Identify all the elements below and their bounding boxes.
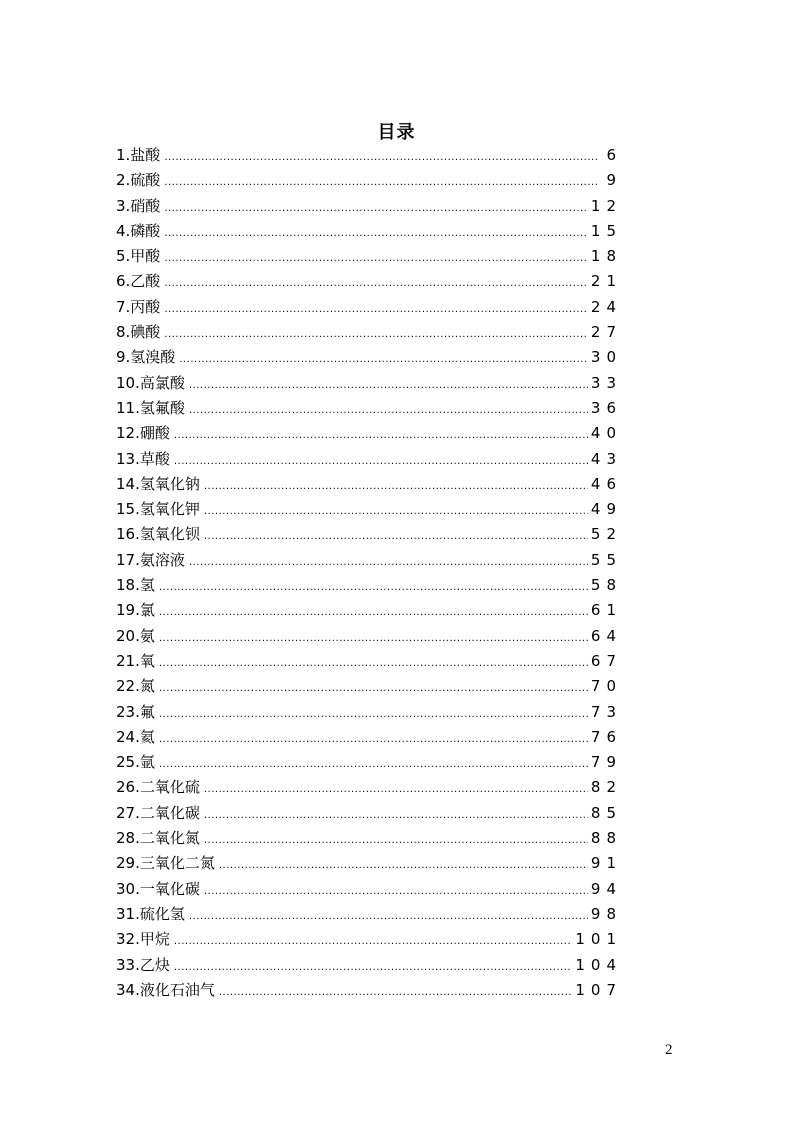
toc-entry[interactable] xyxy=(116,801,622,826)
dot-leader xyxy=(159,727,588,752)
toc-entry-page: 52 xyxy=(590,525,622,544)
toc-entry[interactable] xyxy=(116,244,622,269)
toc-entry-page: 91 xyxy=(590,854,622,873)
toc-entry-label: 21.氧 xyxy=(116,651,155,670)
toc-entry-label: 32.甲烷 xyxy=(116,930,170,949)
dot-leader xyxy=(219,980,573,1005)
toc-entry-page: 40 xyxy=(590,424,622,443)
dot-leader xyxy=(179,347,588,372)
toc-entry-label: 19.氯 xyxy=(116,601,155,620)
dot-leader xyxy=(164,196,588,221)
dot-leader xyxy=(204,828,588,853)
toc-entry-page: 55 xyxy=(590,550,622,569)
toc-entry-label: 3.硝酸 xyxy=(116,196,161,215)
toc-entry[interactable] xyxy=(116,219,622,244)
toc-entry-page: 82 xyxy=(590,778,622,797)
table-of-contents xyxy=(116,143,622,1003)
toc-entry[interactable] xyxy=(116,750,622,775)
toc-entry-label: 16.氢氧化钡 xyxy=(116,525,200,544)
toc-entry-label: 22.氮 xyxy=(116,677,155,696)
dot-leader xyxy=(204,777,588,802)
toc-entry-page: 9 xyxy=(606,171,622,190)
toc-entry[interactable] xyxy=(116,624,622,649)
toc-entry[interactable] xyxy=(116,953,622,978)
toc-entry-label: 8.碘酸 xyxy=(116,323,161,342)
toc-entry-page: 6 xyxy=(606,146,622,164)
toc-entry[interactable] xyxy=(116,978,622,1003)
toc-entry-label: 7.丙酸 xyxy=(116,297,161,316)
toc-entry[interactable] xyxy=(116,320,622,345)
toc-entry-page: 104 xyxy=(575,955,622,974)
toc-entry-page: 18 xyxy=(590,247,622,266)
toc-entry-label: 26.二氧化硫 xyxy=(116,778,200,797)
toc-entry-label: 6.乙酸 xyxy=(116,272,161,291)
toc-entry-page: 36 xyxy=(590,398,622,417)
dot-leader xyxy=(189,398,588,423)
toc-entry[interactable] xyxy=(116,851,622,876)
dot-leader xyxy=(159,575,588,600)
toc-entry-page: 30 xyxy=(590,348,622,367)
page-number: 2 xyxy=(665,1042,673,1058)
toc-entry-label: 13.草酸 xyxy=(116,449,170,468)
toc-entry-label: 25.氩 xyxy=(116,753,155,772)
dot-leader xyxy=(189,373,588,398)
toc-entry-page: 46 xyxy=(590,474,622,493)
dot-leader xyxy=(204,474,588,499)
toc-entry-page: 88 xyxy=(590,829,622,848)
dot-leader xyxy=(164,297,588,322)
toc-entry-page: 12 xyxy=(590,196,622,215)
dot-leader xyxy=(159,702,588,727)
dot-leader xyxy=(159,626,588,651)
toc-entry-label: 20.氨 xyxy=(116,626,155,645)
toc-entry[interactable] xyxy=(116,143,622,168)
toc-entry[interactable] xyxy=(116,775,622,800)
toc-entry-label: 23.氟 xyxy=(116,702,155,721)
dot-leader xyxy=(164,170,599,195)
toc-entry-page: 49 xyxy=(590,500,622,519)
toc-entry-label: 30.一氧化碳 xyxy=(116,879,200,898)
dot-leader xyxy=(159,752,588,777)
toc-entry-page: 15 xyxy=(590,221,622,240)
dot-leader xyxy=(219,853,588,878)
toc-entry-page: 70 xyxy=(590,677,622,696)
toc-entry-page: 79 xyxy=(590,753,622,772)
toc-entry-label: 5.甲酸 xyxy=(116,247,161,266)
toc-entry-label: 18.氢 xyxy=(116,576,155,595)
toc-entry[interactable] xyxy=(116,598,622,623)
page-title: 目录 xyxy=(377,122,416,143)
toc-entry-page: 67 xyxy=(590,651,622,670)
toc-entry-page: 76 xyxy=(590,727,622,746)
toc-entry-label: 4.磷酸 xyxy=(116,221,161,240)
toc-entry-label: 11.氢氟酸 xyxy=(116,398,185,417)
toc-entry[interactable] xyxy=(116,472,622,497)
toc-entry[interactable] xyxy=(116,168,622,193)
toc-entry-label: 10.高氯酸 xyxy=(116,373,185,392)
toc-entry-label: 14.氢氧化钠 xyxy=(116,474,200,493)
dot-leader xyxy=(174,423,588,448)
toc-entry-page: 98 xyxy=(590,904,622,923)
toc-entry[interactable] xyxy=(116,421,622,446)
toc-entry-page: 24 xyxy=(590,297,622,316)
dot-leader xyxy=(204,879,588,904)
dot-leader xyxy=(164,145,599,170)
toc-entry[interactable] xyxy=(116,447,622,472)
toc-entry[interactable] xyxy=(116,194,622,219)
toc-entry-page: 61 xyxy=(590,601,622,620)
toc-entry[interactable] xyxy=(116,573,622,598)
toc-entry-label: 1.盐酸 xyxy=(116,146,161,164)
toc-entry-page: 73 xyxy=(590,702,622,721)
dot-leader xyxy=(189,904,588,929)
toc-entry-page: 101 xyxy=(575,930,622,949)
toc-entry-page: 58 xyxy=(590,576,622,595)
toc-entry-label: 15.氢氧化钾 xyxy=(116,500,200,519)
dot-leader xyxy=(159,600,588,625)
toc-entry[interactable] xyxy=(116,522,622,547)
dot-leader xyxy=(164,322,588,347)
toc-entry-label: 31.硫化氢 xyxy=(116,904,185,923)
toc-entry[interactable] xyxy=(116,700,622,725)
dot-leader xyxy=(164,246,588,271)
toc-entry-page: 21 xyxy=(590,272,622,291)
toc-entry[interactable] xyxy=(116,877,622,902)
dot-leader xyxy=(159,676,588,701)
dot-leader xyxy=(204,524,588,549)
toc-entry[interactable] xyxy=(116,345,622,370)
toc-entry-page: 107 xyxy=(575,980,622,999)
dot-leader xyxy=(189,550,588,575)
toc-entry[interactable] xyxy=(116,674,622,699)
toc-entry[interactable] xyxy=(116,269,622,294)
dot-leader xyxy=(174,929,573,954)
toc-entry-label: 12.硼酸 xyxy=(116,424,170,443)
toc-entry-label: 33.乙炔 xyxy=(116,955,170,974)
dot-leader xyxy=(174,449,588,474)
toc-entry[interactable] xyxy=(116,497,622,522)
toc-entry[interactable] xyxy=(116,927,622,952)
toc-entry-label: 34.液化石油气 xyxy=(116,980,215,999)
toc-entry-label: 29.三氧化二氮 xyxy=(116,854,215,873)
toc-entry-page: 43 xyxy=(590,449,622,468)
toc-entry[interactable] xyxy=(116,295,622,320)
toc-entry-page: 64 xyxy=(590,626,622,645)
dot-leader xyxy=(164,221,588,246)
toc-entry[interactable] xyxy=(116,548,622,573)
toc-entry-label: 9.氢溴酸 xyxy=(116,348,176,367)
dot-leader xyxy=(159,651,588,676)
toc-entry-page: 33 xyxy=(590,373,622,392)
toc-entry[interactable] xyxy=(116,826,622,851)
dot-leader xyxy=(174,955,573,980)
toc-entry[interactable] xyxy=(116,396,622,421)
toc-entry[interactable] xyxy=(116,902,622,927)
toc-entry-page: 85 xyxy=(590,803,622,822)
dot-leader xyxy=(204,803,588,828)
toc-entry-label: 17.氨溶液 xyxy=(116,550,185,569)
toc-entry-label: 24.氦 xyxy=(116,727,155,746)
toc-entry[interactable] xyxy=(116,371,622,396)
toc-entry-label: 2.硫酸 xyxy=(116,171,161,190)
dot-leader xyxy=(164,271,588,296)
toc-entry-page: 27 xyxy=(590,323,622,342)
toc-entry-label: 28.二氧化氮 xyxy=(116,829,200,848)
toc-entry-label: 27.二氧化碳 xyxy=(116,803,200,822)
toc-entry[interactable] xyxy=(116,649,622,674)
toc-entry[interactable] xyxy=(116,725,622,750)
toc-entry-page: 94 xyxy=(590,879,622,898)
dot-leader xyxy=(204,499,588,524)
